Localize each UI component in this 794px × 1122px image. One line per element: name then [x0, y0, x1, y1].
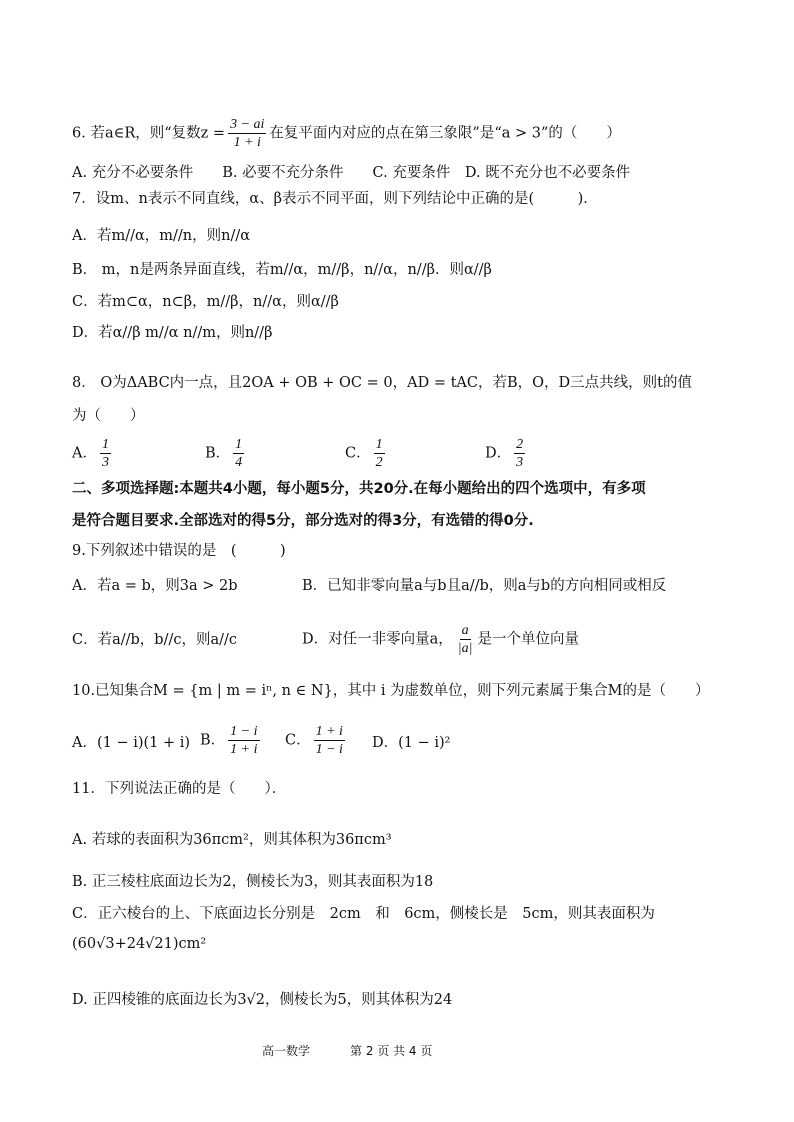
q8-c-label: C． [345, 445, 371, 462]
q8-b-label: B． [205, 445, 231, 462]
question-9-stem: 9.下列叙述中错误的是 ( ) [72, 543, 286, 559]
question-8-stem-line1: 8． O为ΔABC内一点，且2OA + OB + OC = 0，AD = tAC，若B，O，D三点共线，则t的值 [72, 375, 692, 391]
question-10-option-b [200, 723, 263, 758]
question-11-stem: 11．下列说法正确的是（ ）． [72, 781, 287, 797]
q6-frac-den: 1 + i [233, 135, 261, 150]
question-11-option-a: A. 若球的表面积为36πcm²，则其体积为36πcm³ [72, 832, 392, 848]
q8-c-fraction [374, 436, 385, 471]
question-10-option-a: A．(1 − i)(1 + i) [72, 735, 191, 751]
question-7-option-d: D．若α//β m//α n//m，则n//β [72, 325, 273, 341]
question-7-stem: 7．设m、n表示不同直线，α、β表示不同平面，则下列结论中正确的是( )． [72, 191, 598, 207]
question-7-option-a: A．若m//α，m//n，则n//α [72, 228, 251, 244]
q8-d-num: 2 [516, 437, 524, 452]
question-8-stem-line2: 为（ ） [72, 408, 145, 424]
q8-d-fraction [514, 436, 525, 471]
q8-c-num: 1 [375, 437, 383, 452]
section-2-heading-line1: 二、多项选择题:本题共4小题，每小题5分，共20分.在每小题给出的四个选项中，有多项 [72, 481, 646, 497]
q8-c-den: 2 [375, 455, 383, 470]
question-7-option-b: B． m，n是两条异面直线，若m//α，m//β，n//α，n//β．则α//β [72, 262, 492, 278]
question-7-option-c: C．若m⊂α，n⊂β，m//β，n//α，则α//β [72, 294, 339, 310]
question-11-option-d: D. 正四棱锥的底面边长为3√2，侧棱长为5，则其体积为24 [72, 992, 453, 1008]
q10-b-label: B． [200, 732, 226, 749]
q6-stem-part2: 在复平面内对应的点在第三象限”是“a > 3”的（ ） [269, 125, 621, 142]
q8-a-den: 3 [101, 455, 109, 470]
question-11-option-c-line1: C．正六棱台的上、下底面边长分别是 2cm 和 6cm，侧棱长是 5cm，则其表面积为 [72, 906, 655, 922]
q8-a-num: 1 [101, 437, 109, 452]
question-10-stem: 10.已知集合M = {m | m = iⁿ, n ∈ N}，其中 i 为虚数单位，则下列元素属于集合M的是（ ） [72, 683, 710, 699]
question-10-option-c [285, 723, 348, 758]
question-9-option-d [302, 622, 579, 657]
question-6-options: A. 充分不必要条件 B. 必要不充分条件 C. 充要条件 D. 既不充分也不必要条件 [72, 165, 631, 181]
q10-c-den: 1 − i [315, 742, 343, 757]
q10-c-num: 1 + i [315, 724, 343, 739]
question-8-option-d [485, 436, 528, 471]
question-6-stem [72, 116, 621, 151]
q6-stem-part1: 6. 若a∈R，则“复数z = [72, 125, 226, 142]
q8-d-den: 3 [516, 455, 524, 470]
footer-subject: 高一数学 [262, 1044, 311, 1058]
q10-b-num: 1 − i [230, 724, 258, 739]
question-8-option-c [345, 436, 388, 471]
q8-b-num: 1 [235, 437, 243, 452]
question-11-option-c-line2: (60√3+24√21)cm² [72, 936, 207, 952]
q8-b-fraction [233, 436, 244, 471]
question-8-option-a [72, 436, 114, 471]
q9-d-text1: D．对任一非零向量a， [302, 631, 453, 648]
q8-d-label: D． [485, 445, 512, 462]
question-9-option-c: C．若a//b，b//c，则a//c [72, 632, 238, 648]
q8-b-den: 4 [235, 455, 243, 470]
question-10-option-d: D．(1 − i)² [372, 735, 451, 751]
q9-d-text2: 是一个单位向量 [477, 631, 579, 648]
question-9-option-a: A．若a = b，则3a > 2b [72, 578, 238, 594]
question-9-option-b: B．已知非零向量a与b且a//b，则a与b的方向相同或相反 [302, 578, 667, 594]
q8-a-fraction [100, 436, 111, 471]
question-8-option-b [205, 436, 247, 471]
footer-page-number: 第 2 页 共 4 页 [350, 1044, 433, 1058]
q6-fraction [228, 116, 266, 151]
q10-b-fraction [228, 723, 259, 758]
q6-frac-num: 3 − ai [230, 117, 265, 132]
q9-d-den: |a| [457, 641, 473, 656]
q8-a-label: A． [72, 445, 97, 462]
question-11-option-b: B. 正三棱柱底面边长为2，侧棱长为3，则其表面积为18 [72, 874, 434, 890]
section-2-heading-line2: 是符合题目要求.全部选对的得5分，部分选对的得3分，有选错的得0分. [72, 513, 534, 529]
q9-d-num: a [461, 623, 469, 638]
q10-c-label: C． [285, 732, 311, 749]
q10-b-den: 1 + i [230, 742, 258, 757]
q10-c-fraction [314, 723, 345, 758]
q9-d-fraction [456, 622, 475, 657]
